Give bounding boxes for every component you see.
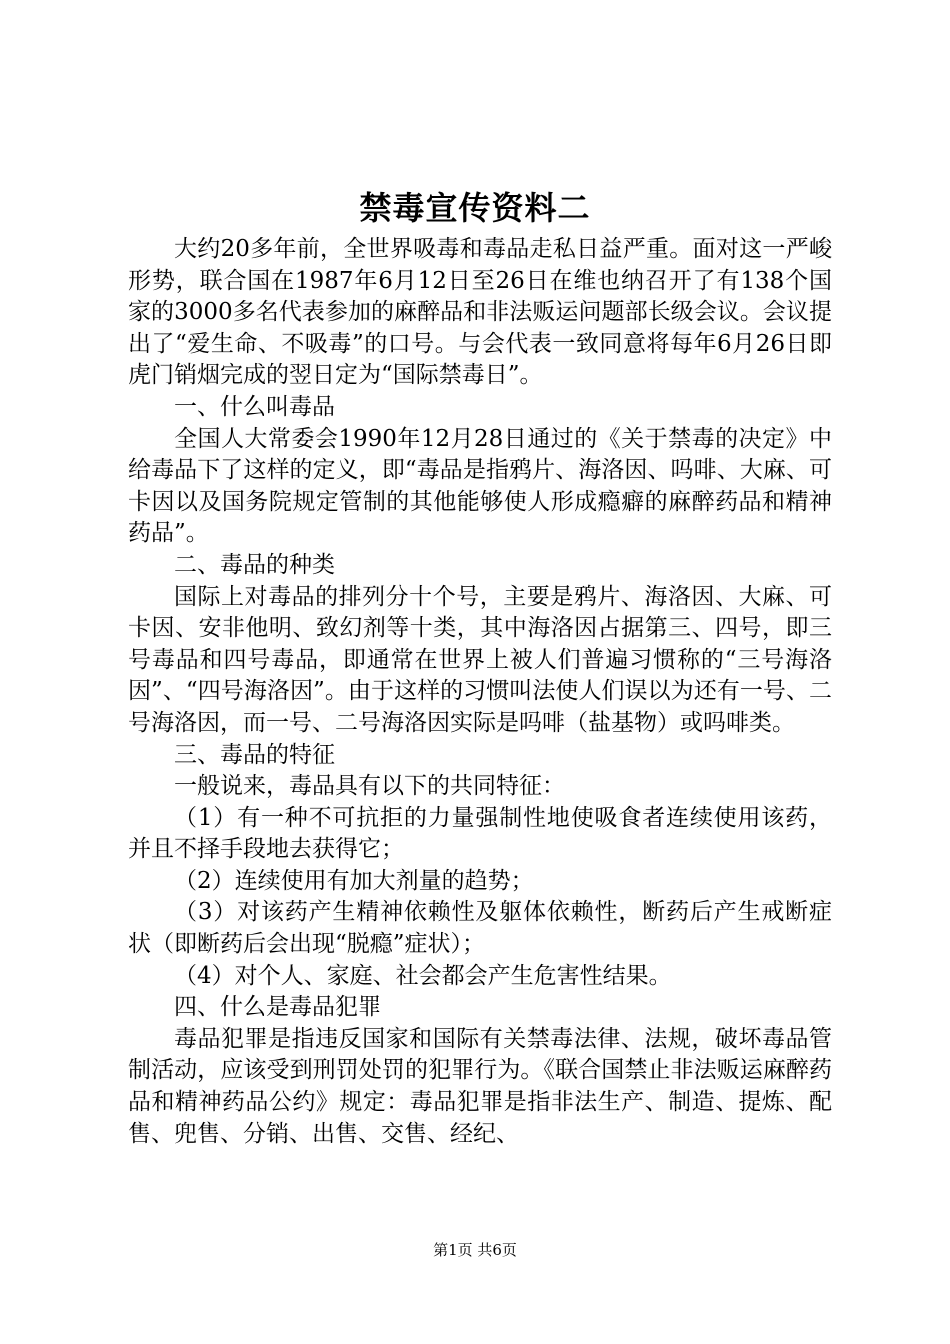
- document-body: [128, 234, 832, 1150]
- list-item-feature-1: （1）有一种不可抗拒的力量强制性地使吸食者连续使用该药，并且不择手段地去获得它；: [128, 804, 832, 863]
- page-footer: 第1页 共6页: [433, 1241, 517, 1259]
- paragraph-definition: 全国人大常委会1990年12月28日通过的《关于禁毒的决定》中给毒品下了这样的定义，即“毒品是指鸦片、海洛因、吗啡、大麻、可卡因以及国务院规定管制的其他能够使人形成瘾癖的麻醉药品和精神药品”。: [128, 425, 832, 547]
- section-heading-4: 四、什么是毒品犯罪: [174, 994, 381, 1021]
- page-title: 禁毒宣传资料二: [359, 189, 591, 227]
- section-heading-1: 一、什么叫毒品: [174, 393, 335, 420]
- list-item-feature-2: （2）连续使用有加大剂量的趋势；: [174, 867, 534, 894]
- paragraph-crime: 毒品犯罪是指违反国家和国际有关禁毒法律、法规，破坏毒品管制活动，应该受到刑罚处罚的犯罪行为。《联合国禁止非法贩运麻醉药品和精神药品公约》规定：毒品犯罪是指非法生产、制造、提炼、配售、兜售、分销、出售、交售、经纪、: [128, 1025, 832, 1147]
- section-heading-3: 三、毒品的特征: [174, 741, 335, 768]
- paragraph-features-intro: 一般说来，毒品具有以下的共同特征：: [174, 773, 565, 800]
- paragraph-types: 国际上对毒品的排列分十个号，主要是鸦片、海洛因、大麻、可卡因、安非他明、致幻剂等十类，其中海洛因占据第三、四号，即三号毒品和四号毒品，即通常在世界上被人们普遍习惯称的“三号海洛因”、“四号海洛因”。由于这样的习惯叫法使人们误以为还有一号、二号海洛因，而一号、二号海洛因实际是吗啡（盐基物）或吗啡类。: [128, 583, 832, 736]
- section-heading-2: 二、毒品的种类: [174, 551, 335, 578]
- paragraph-intro: 大约20多年前，全世界吸毒和毒品走私日益严重。面对这一严峻形势，联合国在1987年6月12日至26日在维也纳召开了有138个国家的3000多名代表参加的麻醉品和非法贩运问题部长级会议。会议提出了“爱生命、不吸毒”的口号。与会代表一致同意将每年6月26日即虎门销烟完成的翌日定为“国际禁毒日”。: [128, 236, 832, 389]
- list-item-feature-3: （3）对该药产生精神依赖性及躯体依赖性，断药后产生戒断症状（即断药后会出现“脱瘾”症状）；: [128, 899, 832, 958]
- list-item-feature-4: （4）对个人、家庭、社会都会产生危害性结果。: [174, 962, 672, 989]
